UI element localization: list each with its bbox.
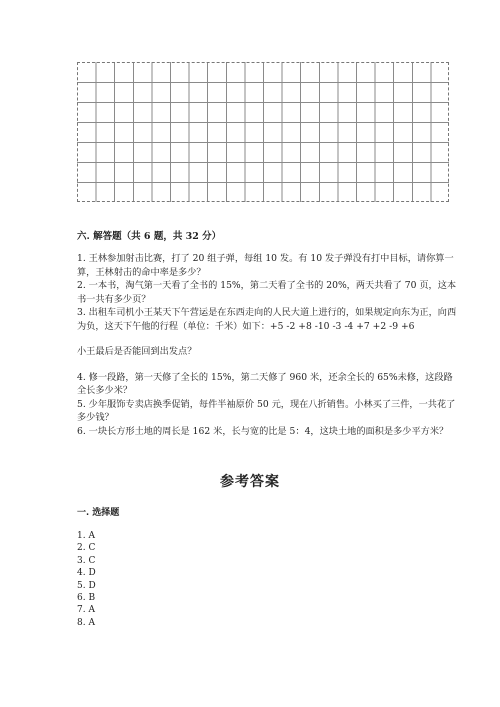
problem-4: 4. 修一段路，第一天修了全长的 15%，第二天修了 960 米，还余全长的 65%未修，这段路全长多少米？ bbox=[77, 371, 453, 396]
problem-5: 5. 少年服饰专卖店换季促销，每件半袖原价 50 元，现在八折销售。小林买了三件，一共花了多少钱？ bbox=[77, 398, 456, 423]
problem-1: 1. 王林参加射击比赛，打了 20 组子弹，每组 10 发。有 10 发子弹没有打中目标，请你算一算，王林射击的命中率是多少？ bbox=[77, 253, 454, 278]
answers-title: 参考答案 bbox=[220, 474, 280, 490]
problem-2: 2. 一本书，淘气第一天看了全书的 15%，第二天看了全书的 20%，两天共看了 70 页，这本书一共有多少页？ bbox=[77, 280, 457, 305]
problem-list bbox=[77, 252, 457, 438]
problem-3: 3. 出租车司机小王某天下午营运是在东西走向的人民大道上进行的，如果规定向东为正，向西为负，这天下午他的行程（单位：千米）如下：+5 -2 +8 -10 -3 -4 +7 +2 -9 +6 bbox=[77, 307, 457, 332]
answer-item: 7. A bbox=[77, 605, 95, 616]
answer-list bbox=[77, 530, 96, 629]
answer-item: 6. B bbox=[77, 593, 96, 604]
problem-3-question: 小王最后是否能回到出发点？ bbox=[77, 346, 197, 357]
answer-item: 4. D bbox=[77, 568, 96, 579]
answers-subtitle: 一. 选择题 bbox=[77, 508, 120, 518]
problem-6: 6. 一块长方形土地的周长是 162 米，长与宽的比是 5：4，这块土地的面积是多少平方米？ bbox=[77, 425, 449, 437]
answer-item: 5. D bbox=[77, 580, 96, 591]
writing-grid bbox=[77, 62, 449, 202]
answer-item: 8. A bbox=[77, 617, 95, 628]
answer-item: 1. A bbox=[77, 531, 95, 541]
section-title: 六. 解答题（共 6 题，共 32 分） bbox=[77, 231, 222, 242]
answer-item: 2. C bbox=[77, 543, 96, 554]
answer-item: 3. C bbox=[77, 555, 96, 566]
